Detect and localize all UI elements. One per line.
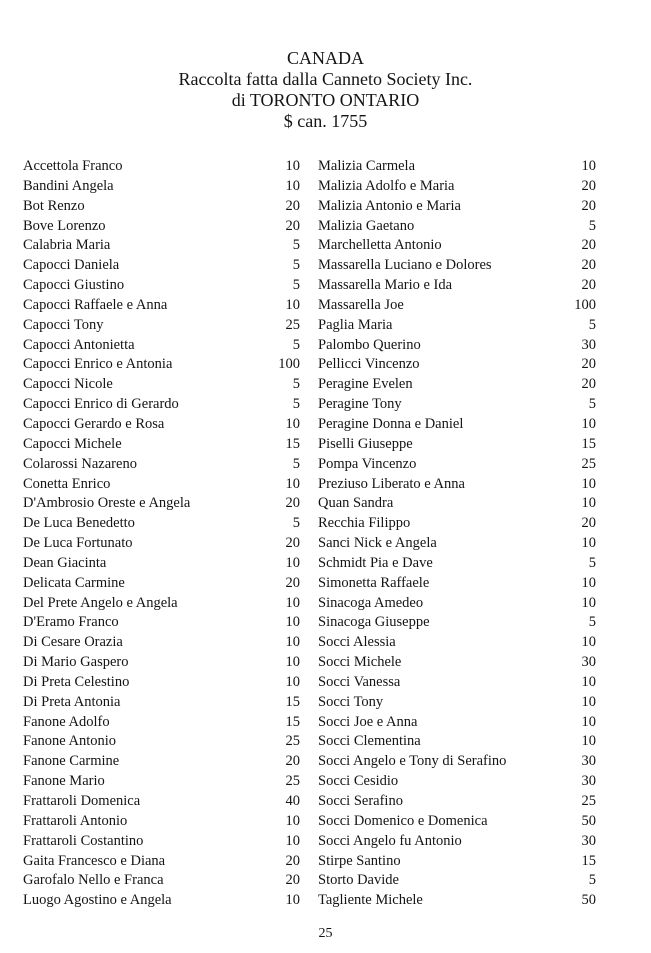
- donor-row: [318, 236, 596, 256]
- donor-row: [318, 772, 596, 792]
- donor-row: [318, 475, 596, 495]
- donor-name: Capocci Raffaele e Anna: [23, 296, 168, 313]
- donor-name: Socci Joe e Anna: [318, 713, 418, 730]
- donor-name: Garofalo Nello e Franca: [23, 872, 164, 889]
- donation-amount: 5: [588, 872, 596, 889]
- donor-row: [318, 871, 596, 891]
- donation-amount: 10: [581, 733, 596, 750]
- donor-row: [318, 336, 596, 356]
- donation-amount: 20: [581, 376, 596, 393]
- donation-amount: 10: [581, 713, 596, 730]
- donation-amount: 20: [285, 217, 300, 234]
- donation-amount: 20: [581, 177, 596, 194]
- donor-name: Colarossi Nazareno: [23, 455, 137, 472]
- donor-name: Di Preta Celestino: [23, 673, 130, 690]
- donor-name: Capocci Gerardo e Rosa: [23, 415, 165, 432]
- donation-amount: 100: [278, 356, 300, 373]
- donor-name: Fanone Adolfo: [23, 713, 110, 730]
- donation-amount: 5: [588, 217, 596, 234]
- donor-row: [23, 375, 300, 395]
- donor-row: [23, 435, 300, 455]
- donation-amount: 25: [581, 455, 596, 472]
- donor-name: Preziuso Liberato e Anna: [318, 475, 465, 492]
- donor-name: Capocci Nicole: [23, 376, 113, 393]
- donor-name: Dean Giacinta: [23, 554, 107, 571]
- donation-amount: 20: [581, 277, 596, 294]
- donation-amount: 10: [285, 594, 300, 611]
- donor-row: [23, 554, 300, 574]
- header-total: $ can. 1755: [283, 111, 368, 131]
- donation-amount: 25: [285, 773, 300, 790]
- donor-row: [23, 812, 300, 832]
- donor-row: [318, 534, 596, 554]
- donor-name: Di Cesare Orazia: [23, 634, 123, 651]
- donor-name: Tagliente Michele: [318, 892, 423, 909]
- donor-row: [23, 395, 300, 415]
- donor-row: [318, 455, 596, 475]
- donor-name: Malizia Carmela: [318, 158, 416, 174]
- donor-row: [318, 355, 596, 375]
- donor-name: Conetta Enrico: [23, 475, 111, 492]
- donor-name: Simonetta Raffaele: [318, 574, 430, 591]
- donation-amount: 10: [285, 812, 300, 829]
- header-collection-title: Raccolta fatta dalla Canneto Society Inc.: [178, 69, 473, 89]
- donation-amount: 10: [285, 296, 300, 313]
- donor-name: Capocci Giustino: [23, 277, 125, 294]
- page-header: [0, 48, 651, 132]
- donor-name: Paglia Maria: [318, 316, 393, 333]
- donor-row: [318, 296, 596, 316]
- donor-name: D'Ambrosio Oreste e Angela: [23, 495, 191, 512]
- donor-name: Massarella Mario e Ida: [318, 277, 453, 294]
- donation-amount: 5: [292, 396, 300, 413]
- donation-amount: 15: [285, 435, 300, 452]
- header-country: CANADA: [286, 48, 364, 68]
- donor-row: [318, 852, 596, 872]
- donation-amount: 30: [581, 654, 596, 671]
- donation-amount: 5: [292, 336, 300, 353]
- donor-row: [318, 732, 596, 752]
- donation-amount: 10: [285, 554, 300, 571]
- donor-row: [23, 832, 300, 852]
- donor-name: Malizia Gaetano: [318, 217, 415, 234]
- donation-amount: 30: [581, 832, 596, 849]
- donor-row: [318, 197, 596, 217]
- donor-name: Bot Renzo: [23, 197, 85, 214]
- donation-amount: 10: [581, 594, 596, 611]
- donor-name: Luogo Agostino e Angela: [23, 892, 172, 909]
- donor-row: [318, 554, 596, 574]
- donation-amount: 30: [581, 753, 596, 770]
- donor-name: Pellicci Vincenzo: [318, 356, 420, 373]
- donor-row: [23, 713, 300, 733]
- donor-row: [23, 792, 300, 812]
- donation-amount: 20: [285, 495, 300, 512]
- donor-name: Gaita Francesco e Diana: [23, 852, 166, 869]
- donor-row: [318, 633, 596, 653]
- donor-row: [23, 217, 300, 237]
- donation-amount: 10: [581, 535, 596, 552]
- donor-name: Socci Serafino: [318, 793, 403, 809]
- donation-amount: 20: [285, 852, 300, 869]
- donor-row: [318, 217, 596, 237]
- donor-row: [23, 157, 300, 177]
- donation-amount: 20: [581, 356, 596, 373]
- donation-amount: 15: [285, 693, 300, 710]
- donor-row: [23, 197, 300, 217]
- donation-amount: 10: [581, 495, 596, 512]
- donor-row: [23, 256, 300, 276]
- donation-amount: 10: [285, 634, 300, 651]
- donation-amount: 30: [581, 336, 596, 353]
- donor-row: [318, 891, 596, 911]
- donation-amount: 20: [285, 753, 300, 770]
- donation-amount: 20: [581, 515, 596, 532]
- donor-row: [23, 355, 300, 375]
- donor-row: [318, 514, 596, 534]
- donation-amount: 10: [285, 177, 300, 194]
- donor-row: [23, 891, 300, 911]
- donation-amount: 5: [292, 277, 300, 294]
- donor-name: Peragine Donna e Daniel: [318, 415, 464, 432]
- donor-row: [23, 772, 300, 792]
- donor-name: Sanci Nick e Angela: [318, 535, 437, 552]
- donor-name: Stirpe Santino: [318, 852, 401, 869]
- donor-row: [23, 633, 300, 653]
- donor-row: [23, 514, 300, 534]
- donor-row: [318, 673, 596, 693]
- donation-amount: 10: [285, 614, 300, 631]
- donor-row: [23, 732, 300, 752]
- donor-row: [23, 673, 300, 693]
- donation-amount: 5: [588, 614, 596, 631]
- donor-row: [318, 832, 596, 852]
- donor-name: Malizia Antonio e Maria: [318, 197, 461, 214]
- donor-name: Capocci Daniela: [23, 257, 120, 274]
- donor-row: [318, 752, 596, 772]
- donor-name: Socci Angelo fu Antonio: [318, 832, 462, 849]
- donation-amount: 10: [285, 673, 300, 690]
- donor-name: Di Preta Antonia: [23, 693, 121, 710]
- donor-name: Peragine Tony: [318, 396, 402, 413]
- donor-name: Capocci Enrico e Antonia: [23, 356, 173, 373]
- donation-amount: 10: [581, 158, 596, 174]
- donor-name: Piselli Giuseppe: [318, 435, 413, 452]
- donor-row: [318, 395, 596, 415]
- donor-row: [23, 455, 300, 475]
- donor-name: D'Eramo Franco: [23, 614, 119, 631]
- donation-amount: 25: [285, 733, 300, 750]
- donor-name: Sinacoga Giuseppe: [318, 614, 430, 631]
- donation-amount: 5: [292, 376, 300, 393]
- donor-name: Marchelletta Antonio: [318, 237, 442, 254]
- donation-amount: 5: [292, 455, 300, 472]
- donor-name: Palombo Querino: [318, 336, 421, 353]
- donor-name: Massarella Joe: [318, 296, 404, 313]
- donor-name: Socci Tony: [318, 693, 384, 710]
- donor-name: Di Mario Gaspero: [23, 654, 129, 671]
- donor-row: [318, 415, 596, 435]
- donation-amount: 10: [581, 634, 596, 651]
- donor-row: [318, 256, 596, 276]
- donation-amount: 5: [292, 515, 300, 532]
- donation-amount: 20: [285, 197, 300, 214]
- donor-name: Socci Clementina: [318, 733, 421, 750]
- donor-row: [23, 653, 300, 673]
- donor-name: De Luca Benedetto: [23, 515, 135, 532]
- donation-amount: 20: [581, 237, 596, 254]
- donation-amount: 10: [285, 654, 300, 671]
- donor-row: [23, 852, 300, 872]
- donation-amount: 20: [581, 197, 596, 214]
- donor-name: Socci Vanessa: [318, 673, 401, 690]
- donation-amount: 40: [285, 793, 300, 809]
- donor-row: [318, 653, 596, 673]
- donation-amount: 10: [581, 574, 596, 591]
- donor-name: Pompa Vincenzo: [318, 455, 417, 472]
- donor-row: [23, 296, 300, 316]
- donation-amount: 30: [581, 773, 596, 790]
- donor-name: Storto Davide: [318, 872, 399, 889]
- donor-name: De Luca Fortunato: [23, 535, 133, 552]
- donor-name: Fanone Antonio: [23, 733, 117, 750]
- donor-name: Bove Lorenzo: [23, 217, 106, 234]
- donor-name: Sinacoga Amedeo: [318, 594, 424, 611]
- donation-amount: 20: [285, 872, 300, 889]
- donor-row: [23, 871, 300, 891]
- donation-amount: 5: [588, 554, 596, 571]
- donor-name: Socci Michele: [318, 654, 402, 671]
- donor-row: [318, 613, 596, 633]
- donor-name: Schmidt Pia e Dave: [318, 554, 433, 571]
- donor-row: [318, 693, 596, 713]
- donation-amount: 10: [285, 892, 300, 909]
- donor-name: Socci Domenico e Domenica: [318, 812, 488, 829]
- donation-amount: 10: [581, 673, 596, 690]
- donation-amount: 20: [285, 574, 300, 591]
- donor-row: [318, 792, 596, 812]
- header-city: di TORONTO ONTARIO: [231, 90, 420, 110]
- donor-row: [23, 236, 300, 256]
- donation-amount: 10: [285, 158, 300, 174]
- donor-name: Peragine Evelen: [318, 376, 413, 393]
- donation-amount: 10: [581, 693, 596, 710]
- donor-name: Frattaroli Domenica: [23, 793, 141, 809]
- donation-amount: 25: [285, 316, 300, 333]
- donor-name: Capocci Enrico di Gerardo: [23, 396, 179, 413]
- donation-amount: 5: [292, 237, 300, 254]
- donor-row: [23, 693, 300, 713]
- donor-name: Recchia Filippo: [318, 515, 411, 532]
- donor-row: [23, 752, 300, 772]
- donor-row: [23, 415, 300, 435]
- donation-amount: 15: [581, 435, 596, 452]
- donor-row: [318, 157, 596, 177]
- donor-name: Calabria Maria: [23, 237, 111, 254]
- donation-amount: 5: [588, 396, 596, 413]
- donor-row: [23, 574, 300, 594]
- donor-list-left: [23, 157, 300, 911]
- donor-name: Capocci Tony: [23, 316, 104, 333]
- donation-amount: 100: [574, 296, 596, 313]
- donor-row: [23, 475, 300, 495]
- donation-amount: 50: [581, 892, 596, 909]
- donor-name: Malizia Adolfo e Maria: [318, 177, 455, 194]
- donor-name: Socci Angelo e Tony di Serafino: [318, 753, 507, 770]
- donor-row: [23, 316, 300, 336]
- donation-amount: 10: [285, 832, 300, 849]
- donor-name: Frattaroli Antonio: [23, 812, 128, 829]
- donor-list-right: [318, 157, 596, 911]
- donation-amount: 10: [581, 415, 596, 432]
- donation-amount: 20: [285, 535, 300, 552]
- donor-name: Fanone Carmine: [23, 753, 120, 770]
- donor-name: Capocci Michele: [23, 435, 122, 452]
- donor-name: Bandini Angela: [23, 177, 114, 194]
- donor-name: Capocci Antonietta: [23, 336, 135, 353]
- donor-row: [23, 177, 300, 197]
- donor-name: Frattaroli Costantino: [23, 832, 144, 849]
- donation-amount: 25: [581, 793, 596, 809]
- donor-name: Accettola Franco: [23, 158, 123, 174]
- donation-amount: 10: [581, 475, 596, 492]
- donor-name: Massarella Luciano e Dolores: [318, 257, 492, 274]
- donor-row: [318, 812, 596, 832]
- donor-row: [318, 494, 596, 514]
- donor-row: [318, 316, 596, 336]
- donor-row: [318, 594, 596, 614]
- donation-amount: 15: [285, 713, 300, 730]
- donor-row: [23, 336, 300, 356]
- donor-row: [318, 276, 596, 296]
- donor-row: [23, 594, 300, 614]
- donation-amount: 50: [581, 812, 596, 829]
- donation-amount: 20: [581, 257, 596, 274]
- donor-row: [23, 276, 300, 296]
- donor-row: [318, 375, 596, 395]
- donor-row: [318, 177, 596, 197]
- donor-row: [23, 613, 300, 633]
- donor-name: Socci Alessia: [318, 634, 396, 651]
- donation-amount: 5: [292, 257, 300, 274]
- donor-row: [318, 435, 596, 455]
- donation-amount: 15: [581, 852, 596, 869]
- donor-row: [318, 713, 596, 733]
- donor-name: Fanone Mario: [23, 773, 105, 790]
- donation-amount: 5: [588, 316, 596, 333]
- donor-name: Del Prete Angelo e Angela: [23, 594, 178, 611]
- donation-amount: 10: [285, 475, 300, 492]
- donor-name: Delicata Carmine: [23, 574, 125, 591]
- page-number: 25: [318, 926, 333, 941]
- donor-row: [23, 494, 300, 514]
- donor-row: [23, 534, 300, 554]
- donation-amount: 10: [285, 415, 300, 432]
- donor-name: Quan Sandra: [318, 495, 394, 512]
- donor-name: Socci Cesidio: [318, 773, 399, 790]
- donor-row: [318, 574, 596, 594]
